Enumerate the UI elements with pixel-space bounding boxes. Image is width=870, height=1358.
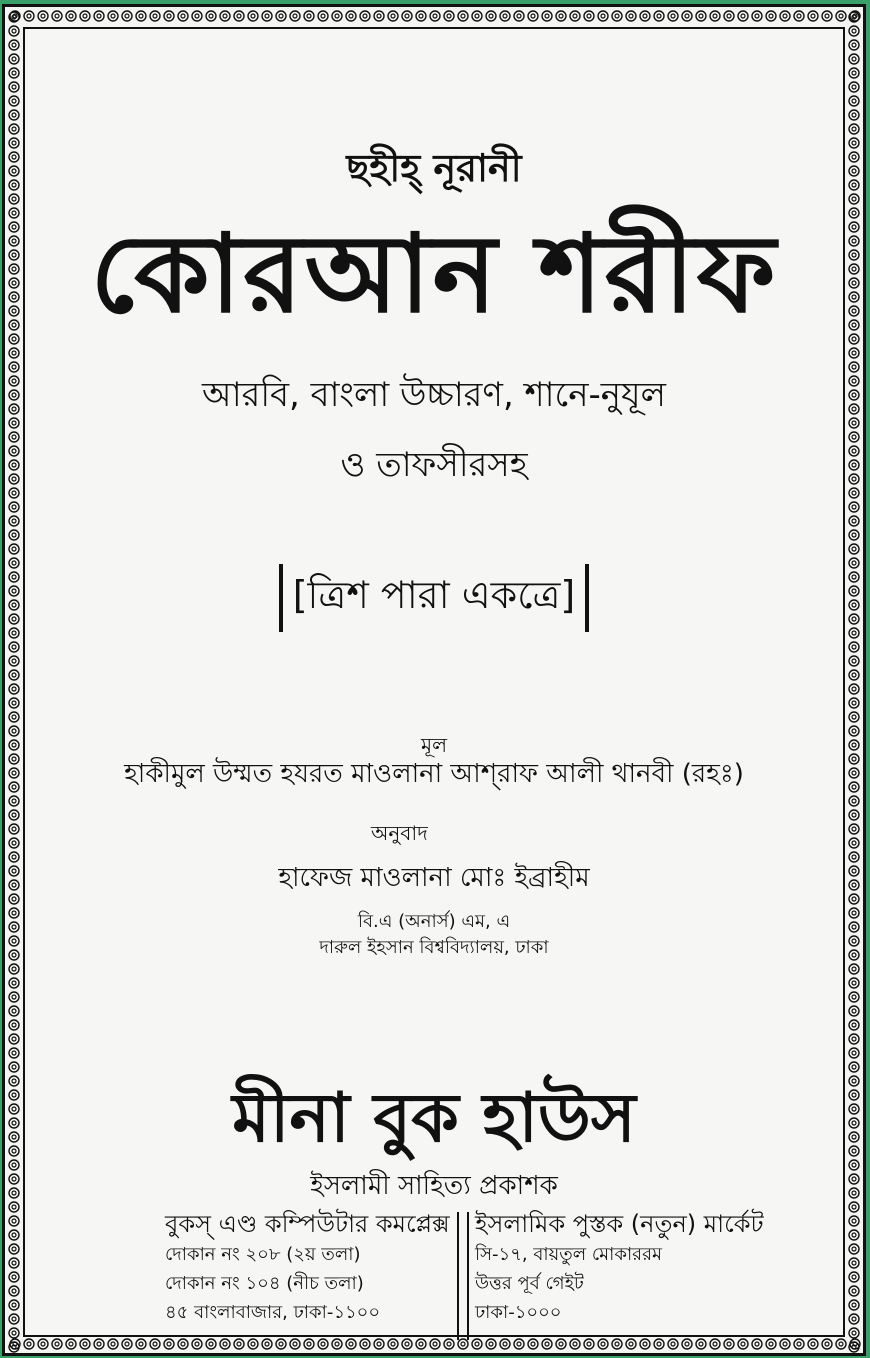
border-ornament-icon bbox=[9, 40, 19, 50]
border-ornament-icon bbox=[9, 1104, 19, 1114]
border-ornament-icon bbox=[849, 1062, 859, 1072]
border-ornament-icon bbox=[849, 978, 859, 988]
border-ornament-icon bbox=[9, 642, 19, 652]
border-ornament-icon bbox=[38, 1339, 48, 1349]
border-ornament-icon bbox=[9, 558, 19, 568]
border-ornament-icon bbox=[9, 1286, 19, 1296]
address-left bbox=[165, 1212, 455, 1333]
border-ornament-icon bbox=[9, 152, 19, 162]
border-ornament-icon bbox=[849, 1048, 859, 1058]
border-ornament-icon bbox=[849, 1118, 859, 1128]
address-right-heading: ইসলামিক পুস্তক (নতুন) মার্কেট bbox=[475, 1210, 764, 1238]
border-ornament-icon bbox=[849, 1314, 859, 1324]
border-ornament-icon bbox=[80, 1339, 90, 1349]
border-ornament-icon bbox=[849, 138, 859, 148]
border-ornament-icon bbox=[849, 740, 859, 750]
border-ornament-icon bbox=[136, 11, 146, 21]
border-pattern-top bbox=[7, 9, 865, 23]
border-ornament-icon bbox=[9, 1272, 19, 1282]
border-ornament-icon bbox=[849, 488, 859, 498]
border-ornament-icon bbox=[24, 11, 34, 21]
border-ornament-icon bbox=[444, 11, 454, 21]
border-ornament-icon bbox=[9, 768, 19, 778]
border-ornament-icon bbox=[849, 964, 859, 974]
publisher-tagline: ইসলামী সাহিত্য প্রকাশক bbox=[310, 1171, 558, 1201]
address-left-line: ৪৫ বাংলাবাজার, ঢাকা-১১০০ bbox=[165, 1302, 381, 1323]
border-ornament-icon bbox=[9, 404, 19, 414]
border-ornament-icon bbox=[9, 1258, 19, 1268]
border-pattern-right bbox=[847, 9, 861, 1355]
border-ornament-icon bbox=[304, 11, 314, 21]
border-ornament-icon bbox=[9, 1314, 19, 1324]
border-ornament-icon bbox=[849, 656, 859, 666]
border-ornament-icon bbox=[849, 1300, 859, 1310]
border-ornament-icon bbox=[849, 1174, 859, 1184]
border-ornament-icon bbox=[458, 11, 468, 21]
border-ornament-icon bbox=[836, 1339, 846, 1349]
border-ornament-icon bbox=[9, 796, 19, 806]
border-ornament-icon bbox=[849, 1244, 859, 1254]
border-ornament-icon bbox=[9, 236, 19, 246]
border-ornament-icon bbox=[849, 40, 859, 50]
border-ornament-icon bbox=[9, 26, 19, 36]
publisher-name: মীনা বুক হাউস bbox=[232, 1079, 636, 1158]
address-right-line: সি-১৭, বায়তুল মোকাররম bbox=[475, 1244, 662, 1265]
border-ornament-icon bbox=[849, 1286, 859, 1296]
border-ornament-icon bbox=[9, 894, 19, 904]
border-ornament-icon bbox=[849, 124, 859, 134]
border-ornament-icon bbox=[262, 11, 272, 21]
original-author-label: মূল bbox=[420, 733, 447, 757]
border-ornament-icon bbox=[849, 894, 859, 904]
border-ornament-icon bbox=[9, 348, 19, 358]
border-ornament-icon bbox=[150, 11, 160, 21]
border-ornament-icon bbox=[9, 698, 19, 708]
border-ornament-icon bbox=[9, 824, 19, 834]
border-ornament-icon bbox=[24, 1339, 34, 1349]
border-ornament-icon bbox=[626, 11, 636, 21]
border-ornament-icon bbox=[514, 11, 524, 21]
border-ornament-icon bbox=[9, 166, 19, 176]
border-ornament-icon bbox=[472, 11, 482, 21]
border-ornament-icon bbox=[849, 782, 859, 792]
border-ornament-icon bbox=[849, 362, 859, 372]
border-ornament-icon bbox=[136, 1339, 146, 1349]
border-ornament-icon bbox=[80, 11, 90, 21]
border-ornament-icon bbox=[849, 614, 859, 624]
translation-label: অনুবাদ bbox=[371, 821, 428, 845]
border-ornament-icon bbox=[9, 446, 19, 456]
border-ornament-icon bbox=[402, 11, 412, 21]
border-ornament-icon bbox=[416, 11, 426, 21]
border-ornament-icon bbox=[52, 11, 62, 21]
border-ornament-icon bbox=[849, 68, 859, 78]
border-ornament-icon bbox=[9, 530, 19, 540]
border-ornament-icon bbox=[9, 82, 19, 92]
border-ornament-icon bbox=[9, 852, 19, 862]
border-ornament-icon bbox=[794, 11, 804, 21]
border-ornament-icon bbox=[528, 11, 538, 21]
border-ornament-icon bbox=[9, 712, 19, 722]
address-left-line: দোকান নং ১০৪ (নীচ তলা) bbox=[165, 1273, 364, 1294]
border-ornament-icon bbox=[122, 11, 132, 21]
border-ornament-icon bbox=[822, 1339, 832, 1349]
border-ornament-icon bbox=[849, 110, 859, 120]
border-ornament-icon bbox=[542, 11, 552, 21]
border-ornament-icon bbox=[9, 964, 19, 974]
border-ornament-icon bbox=[178, 11, 188, 21]
border-ornament-icon bbox=[430, 11, 440, 21]
border-ornament-icon bbox=[276, 11, 286, 21]
border-ornament-icon bbox=[849, 474, 859, 484]
publisher-addresses bbox=[165, 1212, 765, 1342]
border-ornament-icon bbox=[9, 1090, 19, 1100]
border-ornament-icon bbox=[9, 292, 19, 302]
border-ornament-icon bbox=[724, 11, 734, 21]
border-ornament-icon bbox=[849, 1258, 859, 1268]
border-ornament-icon bbox=[9, 208, 19, 218]
border-ornament-icon bbox=[9, 810, 19, 820]
border-ornament-icon bbox=[9, 1118, 19, 1128]
border-ornament-icon bbox=[360, 11, 370, 21]
address-right-line: ঢাকা-১০০০ bbox=[475, 1302, 562, 1323]
border-ornament-icon bbox=[290, 11, 300, 21]
border-ornament-icon bbox=[654, 11, 664, 21]
para-note: [ত্রিশ পারা একত্রে] bbox=[279, 564, 590, 632]
address-right bbox=[475, 1212, 775, 1333]
border-ornament-icon bbox=[9, 502, 19, 512]
border-ornament-icon bbox=[164, 11, 174, 21]
border-ornament-icon bbox=[849, 1230, 859, 1240]
border-ornament-icon bbox=[9, 68, 19, 78]
border-ornament-icon bbox=[849, 880, 859, 890]
border-ornament-icon bbox=[9, 194, 19, 204]
border-ornament-icon bbox=[849, 250, 859, 260]
border-ornament-icon bbox=[849, 82, 859, 92]
border-ornament-icon bbox=[849, 936, 859, 946]
border-ornament-icon bbox=[9, 600, 19, 610]
border-ornament-icon bbox=[849, 670, 859, 680]
border-ornament-icon bbox=[849, 264, 859, 274]
border-ornament-icon bbox=[849, 208, 859, 218]
border-ornament-icon bbox=[9, 264, 19, 274]
border-ornament-icon bbox=[849, 306, 859, 316]
border-ornament-icon bbox=[849, 992, 859, 1002]
border-ornament-icon bbox=[9, 1342, 19, 1352]
border-ornament-icon bbox=[849, 166, 859, 176]
border-ornament-icon bbox=[9, 306, 19, 316]
border-ornament-icon bbox=[9, 390, 19, 400]
border-ornament-icon bbox=[332, 11, 342, 21]
border-ornament-icon bbox=[849, 502, 859, 512]
border-ornament-icon bbox=[9, 544, 19, 554]
border-ornament-icon bbox=[9, 516, 19, 526]
border-ornament-icon bbox=[849, 796, 859, 806]
border-ornament-icon bbox=[9, 180, 19, 190]
border-ornament-icon bbox=[556, 11, 566, 21]
border-ornament-icon bbox=[710, 11, 720, 21]
border-ornament-icon bbox=[9, 1244, 19, 1254]
border-ornament-icon bbox=[766, 1339, 776, 1349]
border-ornament-icon bbox=[696, 11, 706, 21]
border-ornament-icon bbox=[822, 11, 832, 21]
border-ornament-icon bbox=[849, 642, 859, 652]
border-ornament-icon bbox=[9, 1076, 19, 1086]
border-ornament-icon bbox=[9, 726, 19, 736]
border-ornament-icon bbox=[738, 11, 748, 21]
border-ornament-icon bbox=[849, 1328, 859, 1338]
border-ornament-icon bbox=[94, 1339, 104, 1349]
border-ornament-icon bbox=[9, 12, 19, 22]
border-ornament-icon bbox=[766, 11, 776, 21]
border-ornament-icon bbox=[150, 1339, 160, 1349]
border-ornament-icon bbox=[9, 278, 19, 288]
original-author: হাকীমুল উম্মত হযরত মাওলানা আশ্‌রাফ আলী থানবী (রহঃ) bbox=[124, 759, 744, 789]
border-ornament-icon bbox=[849, 96, 859, 106]
translator-university: দারুল ইহসান বিশ্ববিদ্যালয়, ঢাকা bbox=[319, 937, 549, 958]
border-ornament-icon bbox=[9, 978, 19, 988]
border-ornament-icon bbox=[9, 1300, 19, 1310]
border-ornament-icon bbox=[9, 1202, 19, 1212]
cover-features-line-1: আরবি, বাংলা উচ্চারণ, শানে-নুযূল bbox=[202, 375, 666, 415]
border-ornament-icon bbox=[849, 558, 859, 568]
border-ornament-icon bbox=[849, 572, 859, 582]
border-ornament-icon bbox=[849, 236, 859, 246]
cover-main-title: কোরআন শরীফ bbox=[90, 212, 778, 337]
border-ornament-icon bbox=[9, 432, 19, 442]
address-left-heading: বুকস্‌ এণ্ড কম্পিউটার কমপ্লেক্স bbox=[165, 1210, 450, 1238]
border-pattern-left bbox=[7, 9, 21, 1355]
border-ornament-icon bbox=[682, 11, 692, 21]
border-ornament-icon bbox=[9, 684, 19, 694]
border-ornament-icon bbox=[9, 418, 19, 428]
border-ornament-icon bbox=[849, 908, 859, 918]
border-ornament-icon bbox=[346, 11, 356, 21]
border-ornament-icon bbox=[598, 11, 608, 21]
border-ornament-icon bbox=[9, 992, 19, 1002]
cover-content-frame bbox=[23, 27, 845, 1337]
border-ornament-icon bbox=[9, 950, 19, 960]
border-ornament-icon bbox=[388, 11, 398, 21]
border-ornament-icon bbox=[9, 474, 19, 484]
border-ornament-icon bbox=[849, 838, 859, 848]
border-ornament-icon bbox=[849, 866, 859, 876]
border-ornament-icon bbox=[9, 1048, 19, 1058]
border-ornament-icon bbox=[122, 1339, 132, 1349]
border-ornament-icon bbox=[374, 11, 384, 21]
border-ornament-icon bbox=[836, 11, 846, 21]
border-ornament-icon bbox=[849, 12, 859, 22]
border-ornament-icon bbox=[780, 1339, 790, 1349]
border-ornament-icon bbox=[9, 1146, 19, 1156]
border-ornament-icon bbox=[9, 1328, 19, 1338]
border-ornament-icon bbox=[9, 866, 19, 876]
border-ornament-icon bbox=[9, 572, 19, 582]
border-ornament-icon bbox=[849, 1342, 859, 1352]
border-ornament-icon bbox=[849, 922, 859, 932]
border-ornament-icon bbox=[849, 1202, 859, 1212]
border-ornament-icon bbox=[9, 922, 19, 932]
address-divider bbox=[457, 1212, 469, 1340]
border-ornament-icon bbox=[849, 1146, 859, 1156]
border-ornament-icon bbox=[9, 1230, 19, 1240]
border-ornament-icon bbox=[849, 712, 859, 722]
border-ornament-icon bbox=[318, 11, 328, 21]
border-ornament-icon bbox=[52, 1339, 62, 1349]
border-ornament-icon bbox=[9, 222, 19, 232]
border-ornament-icon bbox=[9, 1034, 19, 1044]
border-ornament-icon bbox=[9, 754, 19, 764]
address-left-line: দোকান নং ২০৮ (২য় তলা) bbox=[165, 1244, 361, 1265]
border-ornament-icon bbox=[849, 446, 859, 456]
border-ornament-icon bbox=[849, 320, 859, 330]
border-ornament-icon bbox=[192, 11, 202, 21]
border-ornament-icon bbox=[220, 11, 230, 21]
border-ornament-icon bbox=[849, 950, 859, 960]
translator-name: হাফেজ মাওলানা মোঃ ইব্রাহীম bbox=[278, 863, 590, 893]
border-ornament-icon bbox=[9, 488, 19, 498]
border-ornament-icon bbox=[849, 1188, 859, 1198]
border-ornament-icon bbox=[9, 908, 19, 918]
border-ornament-icon bbox=[849, 1020, 859, 1030]
border-ornament-icon bbox=[9, 96, 19, 106]
border-ornament-icon bbox=[9, 1174, 19, 1184]
border-ornament-icon bbox=[849, 530, 859, 540]
border-ornament-icon bbox=[500, 11, 510, 21]
border-ornament-icon bbox=[849, 1104, 859, 1114]
border-ornament-icon bbox=[752, 11, 762, 21]
border-ornament-icon bbox=[248, 11, 258, 21]
border-ornament-icon bbox=[849, 1132, 859, 1142]
border-ornament-icon bbox=[849, 1076, 859, 1086]
translator-degree: বি.এ (অনার্স) এম, এ bbox=[357, 911, 511, 932]
border-ornament-icon bbox=[570, 11, 580, 21]
border-ornament-icon bbox=[849, 600, 859, 610]
border-ornament-icon bbox=[486, 11, 496, 21]
border-ornament-icon bbox=[9, 1006, 19, 1016]
border-ornament-icon bbox=[849, 348, 859, 358]
border-ornament-icon bbox=[9, 586, 19, 596]
border-ornament-icon bbox=[9, 782, 19, 792]
border-ornament-icon bbox=[9, 54, 19, 64]
border-ornament-icon bbox=[849, 222, 859, 232]
border-ornament-icon bbox=[9, 460, 19, 470]
border-ornament-icon bbox=[206, 11, 216, 21]
border-ornament-icon bbox=[38, 11, 48, 21]
cover-outer-border bbox=[2, 4, 866, 1356]
border-ornament-icon bbox=[849, 432, 859, 442]
border-ornament-icon bbox=[9, 320, 19, 330]
border-ornament-icon bbox=[849, 754, 859, 764]
border-ornament-icon bbox=[849, 390, 859, 400]
border-ornament-icon bbox=[9, 628, 19, 638]
border-ornament-icon bbox=[9, 740, 19, 750]
border-ornament-icon bbox=[9, 1020, 19, 1030]
border-ornament-icon bbox=[849, 152, 859, 162]
border-ornament-icon bbox=[849, 810, 859, 820]
border-ornament-icon bbox=[9, 1132, 19, 1142]
border-ornament-icon bbox=[849, 852, 859, 862]
border-ornament-icon bbox=[849, 460, 859, 470]
border-ornament-icon bbox=[9, 1062, 19, 1072]
border-ornament-icon bbox=[849, 278, 859, 288]
border-ornament-icon bbox=[849, 628, 859, 638]
border-ornament-icon bbox=[9, 124, 19, 134]
border-ornament-icon bbox=[108, 11, 118, 21]
border-ornament-icon bbox=[808, 1339, 818, 1349]
border-ornament-icon bbox=[94, 11, 104, 21]
border-ornament-icon bbox=[9, 334, 19, 344]
border-ornament-icon bbox=[849, 418, 859, 428]
border-ornament-icon bbox=[794, 1339, 804, 1349]
border-ornament-icon bbox=[9, 250, 19, 260]
border-ornament-icon bbox=[849, 404, 859, 414]
border-ornament-icon bbox=[66, 11, 76, 21]
border-ornament-icon bbox=[9, 880, 19, 890]
border-ornament-icon bbox=[849, 194, 859, 204]
border-ornament-icon bbox=[668, 11, 678, 21]
border-ornament-icon bbox=[584, 11, 594, 21]
border-ornament-icon bbox=[849, 586, 859, 596]
border-ornament-icon bbox=[9, 376, 19, 386]
border-ornament-icon bbox=[849, 26, 859, 36]
border-ornament-icon bbox=[849, 54, 859, 64]
address-right-line: উত্তর পূর্ব গেইট bbox=[475, 1273, 584, 1294]
border-ornament-icon bbox=[849, 516, 859, 526]
border-ornament-icon bbox=[849, 1160, 859, 1170]
border-ornament-icon bbox=[849, 180, 859, 190]
border-ornament-icon bbox=[9, 1188, 19, 1198]
border-ornament-icon bbox=[849, 824, 859, 834]
border-ornament-icon bbox=[9, 1216, 19, 1226]
border-ornament-icon bbox=[9, 138, 19, 148]
border-ornament-icon bbox=[9, 670, 19, 680]
cover-subtitle: ছহীহ্ নূরানী bbox=[346, 146, 522, 190]
border-ornament-icon bbox=[849, 684, 859, 694]
border-ornament-icon bbox=[9, 110, 19, 120]
border-ornament-icon bbox=[849, 1090, 859, 1100]
border-ornament-icon bbox=[234, 11, 244, 21]
border-ornament-icon bbox=[849, 726, 859, 736]
border-ornament-icon bbox=[849, 1272, 859, 1282]
border-ornament-icon bbox=[808, 11, 818, 21]
border-ornament-icon bbox=[66, 1339, 76, 1349]
border-ornament-icon bbox=[849, 292, 859, 302]
border-ornament-icon bbox=[640, 11, 650, 21]
border-ornament-icon bbox=[9, 1160, 19, 1170]
border-ornament-icon bbox=[849, 1006, 859, 1016]
border-ornament-icon bbox=[849, 698, 859, 708]
border-ornament-icon bbox=[849, 376, 859, 386]
border-ornament-icon bbox=[612, 11, 622, 21]
border-ornament-icon bbox=[849, 544, 859, 554]
border-ornament-icon bbox=[9, 614, 19, 624]
border-ornament-icon bbox=[780, 11, 790, 21]
cover-features-line-2: ও তাফসীরসহ bbox=[340, 445, 528, 485]
border-ornament-icon bbox=[849, 1034, 859, 1044]
border-ornament-icon bbox=[108, 1339, 118, 1349]
border-ornament-icon bbox=[9, 656, 19, 666]
border-ornament-icon bbox=[849, 768, 859, 778]
para-note-wrapper bbox=[25, 564, 843, 632]
border-ornament-icon bbox=[849, 1216, 859, 1226]
border-ornament-icon bbox=[9, 936, 19, 946]
border-ornament-icon bbox=[9, 362, 19, 372]
border-ornament-icon bbox=[9, 838, 19, 848]
border-ornament-icon bbox=[849, 334, 859, 344]
